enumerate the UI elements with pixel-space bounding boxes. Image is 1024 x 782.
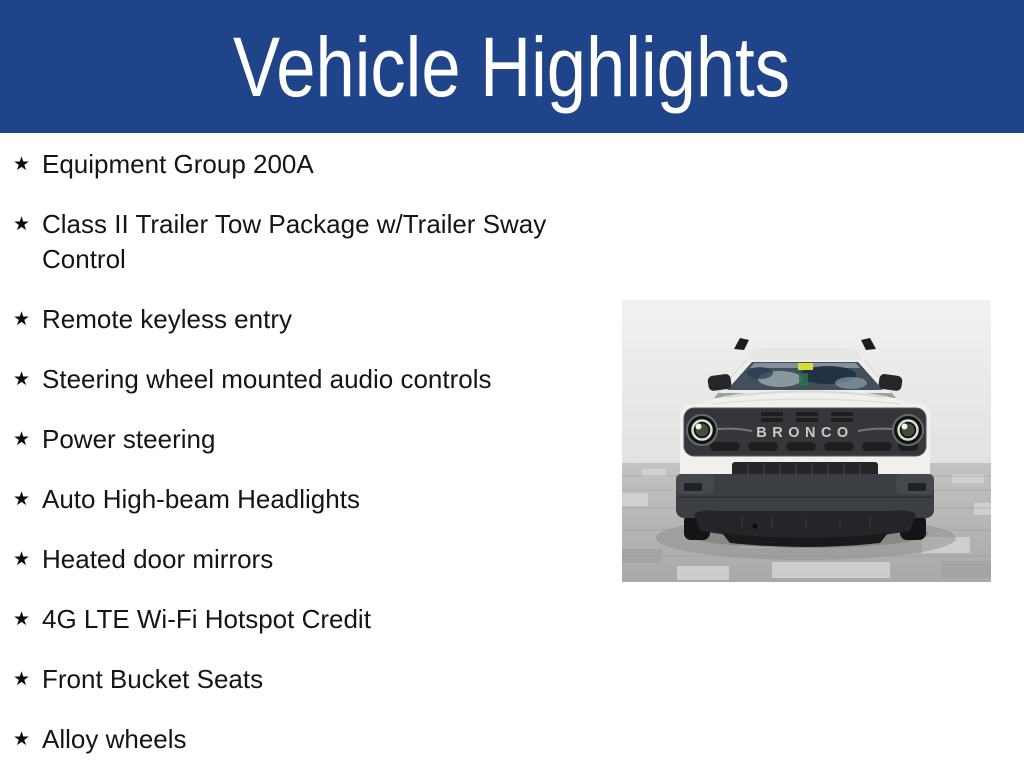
list-item-text: 4G LTE Wi-Fi Hotspot Credit <box>42 604 371 634</box>
list-item-text: Alloy wheels <box>42 724 187 754</box>
headlight-left <box>687 415 717 445</box>
list-item <box>13 722 603 757</box>
list-item <box>13 602 603 637</box>
list-item <box>13 422 603 457</box>
list-item-text: Class II Trailer Tow Package w/Trailer Sway Control <box>42 209 547 274</box>
list-item <box>13 482 603 517</box>
page-title: Vehicle Highlights <box>233 19 791 114</box>
star-bullet-icon: ★ <box>13 669 31 690</box>
list-item <box>13 662 603 697</box>
star-bullet-icon: ★ <box>13 309 31 330</box>
star-bullet-icon: ★ <box>13 154 31 175</box>
list-item <box>13 542 603 577</box>
headlight-right <box>893 415 923 445</box>
list-item-text: Power steering <box>42 424 216 454</box>
list-item-text: Remote keyless entry <box>42 304 292 334</box>
car-roof <box>748 348 862 362</box>
star-bullet-icon: ★ <box>13 429 31 450</box>
star-bullet-icon: ★ <box>13 729 31 750</box>
vehicle-photo <box>622 300 991 582</box>
header-banner <box>0 0 1024 133</box>
list-item-text: Heated door mirrors <box>42 544 274 574</box>
star-bullet-icon: ★ <box>13 489 31 510</box>
star-bullet-icon: ★ <box>13 214 31 235</box>
grille-text: BRONCO <box>756 425 854 441</box>
grille <box>684 408 926 456</box>
list-item <box>13 207 603 277</box>
list-item-text: Auto High-beam Headlights <box>42 484 360 514</box>
star-bullet-icon: ★ <box>13 609 31 630</box>
star-bullet-icon: ★ <box>13 549 31 570</box>
list-item <box>13 302 603 337</box>
windshield-sticker <box>798 363 813 370</box>
list-item-text: Equipment Group 200A <box>42 149 314 179</box>
highlights-list <box>13 147 603 782</box>
list-item-text: Steering wheel mounted audio controls <box>42 364 492 394</box>
list-item <box>13 147 603 182</box>
list-item <box>13 362 603 397</box>
star-bullet-icon: ★ <box>13 369 31 390</box>
list-item-text: Front Bucket Seats <box>42 664 264 694</box>
